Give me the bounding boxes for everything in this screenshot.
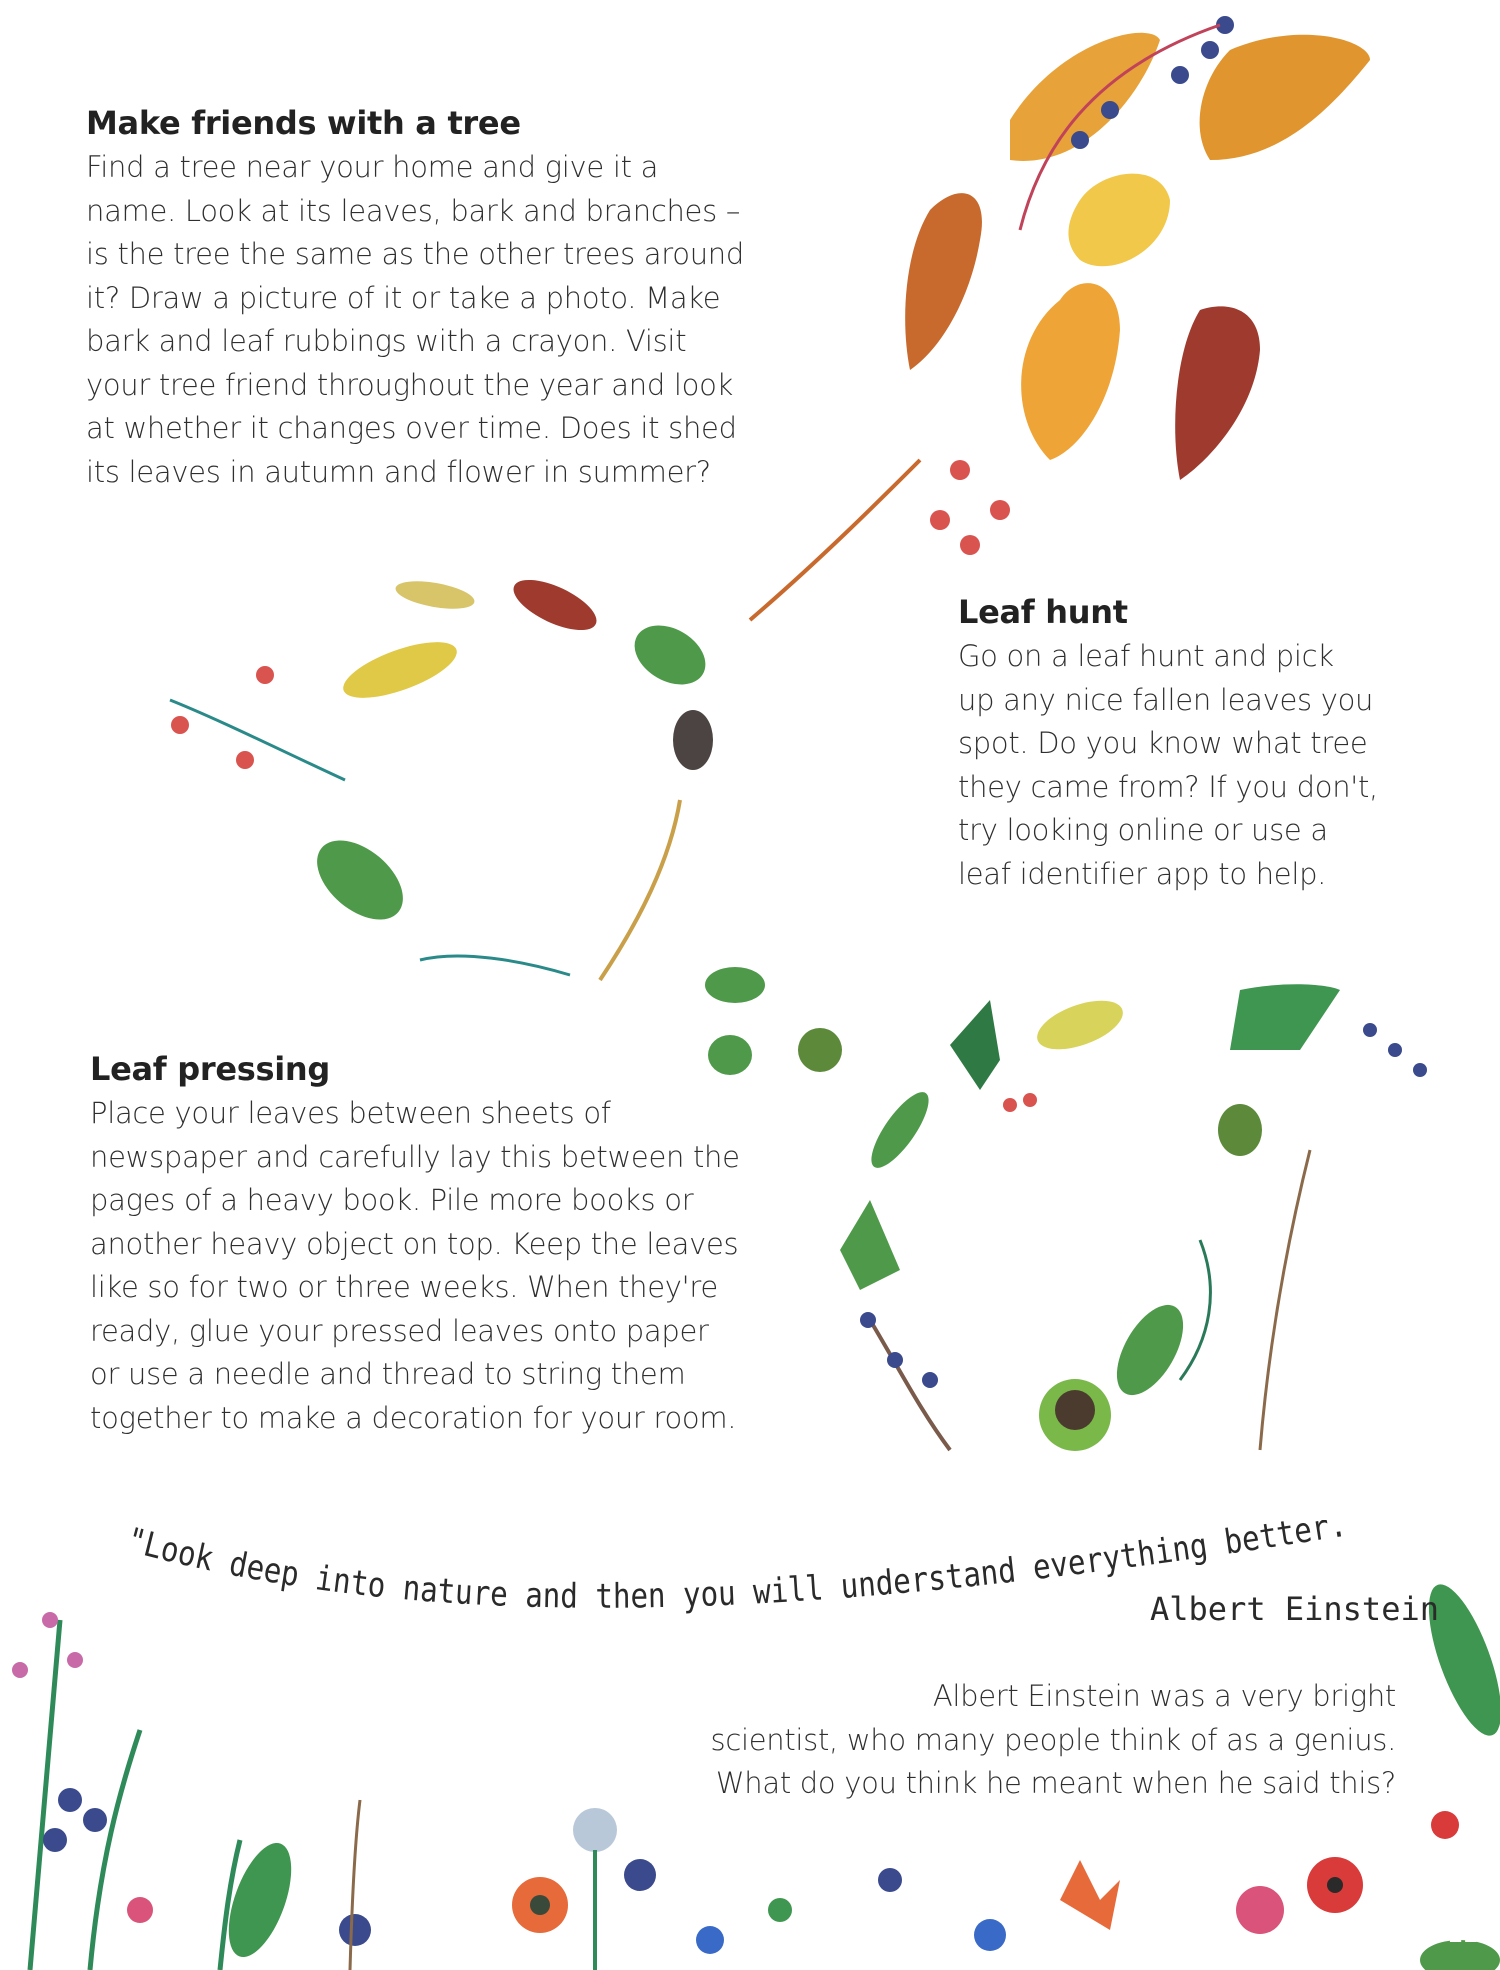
body-line: name. Look at its leaves, bark and branches –	[86, 193, 741, 228]
body-line: is the tree the same as the other trees around	[86, 237, 744, 271]
leaf-pressing-heading: Leaf pressing	[90, 1050, 330, 1088]
body-line: up any nice fallen leaves you	[958, 682, 1374, 717]
autumn-leaf-cluster	[750, 16, 1370, 620]
leaf-wreath-right	[705, 967, 1427, 1451]
leaf-pressing-body	[90, 1092, 790, 1440]
body-line: it? Draw a picture of it or take a photo. Make	[86, 280, 721, 315]
leaf-pressing-section	[90, 1050, 790, 1440]
body-line: spot. Do you know what tree	[958, 726, 1368, 760]
quote-text: "Look deep into nature and then you will understand everything better."	[122, 1520, 1370, 1617]
leaf-wreath-left	[170, 570, 716, 980]
body-line: they came from? If you don't,	[958, 769, 1378, 804]
body-line: its leaves in autumn and flower in summer?	[86, 454, 711, 489]
leaf-hunt-body	[958, 635, 1418, 896]
body-line: Go on a leaf hunt and pick	[958, 639, 1334, 673]
make-friends-section	[86, 104, 786, 494]
body-line: leaf identifier app to help.	[958, 856, 1327, 891]
leaf-hunt-heading: Leaf hunt	[958, 593, 1128, 631]
body-line: or use a needle and thread to string them	[90, 1357, 686, 1391]
body-line: newspaper and carefully lay this between the	[90, 1139, 740, 1174]
body-line: at whether it changes over time. Does it shed	[86, 411, 737, 445]
body-line: another heavy object on top. Keep the leaves	[90, 1226, 739, 1261]
make-friends-body	[86, 146, 786, 494]
body-line: scientist, who many people think of as a genius.	[710, 1722, 1396, 1757]
body-line: ready, glue your pressed leaves onto paper	[90, 1313, 709, 1348]
body-line: Find a tree near your home and give it a	[86, 150, 659, 184]
body-line: together to make a decoration for your room.	[90, 1400, 737, 1435]
body-line: your tree friend throughout the year and look	[86, 367, 734, 402]
body-line: Place your leaves between sheets of	[90, 1096, 611, 1130]
body-line: What do you think he meant when he said this?	[715, 1766, 1396, 1800]
leaf-hunt-section	[958, 593, 1418, 896]
body-line: Albert Einstein was a very bright	[932, 1679, 1396, 1713]
einstein-note	[676, 1675, 1396, 1806]
einstein-note-body	[676, 1675, 1396, 1806]
body-line: try looking online or use a	[958, 813, 1328, 847]
page-number: 11	[1447, 1923, 1478, 1948]
quote-author: Albert Einstein	[1150, 1590, 1439, 1628]
body-line: bark and leaf rubbings with a crayon. Visit	[86, 324, 687, 358]
body-line: like so for two or three weeks. When they're	[90, 1270, 718, 1304]
body-line: pages of a heavy book. Pile more books or	[90, 1183, 694, 1217]
make-friends-heading: Make friends with a tree	[86, 104, 521, 142]
